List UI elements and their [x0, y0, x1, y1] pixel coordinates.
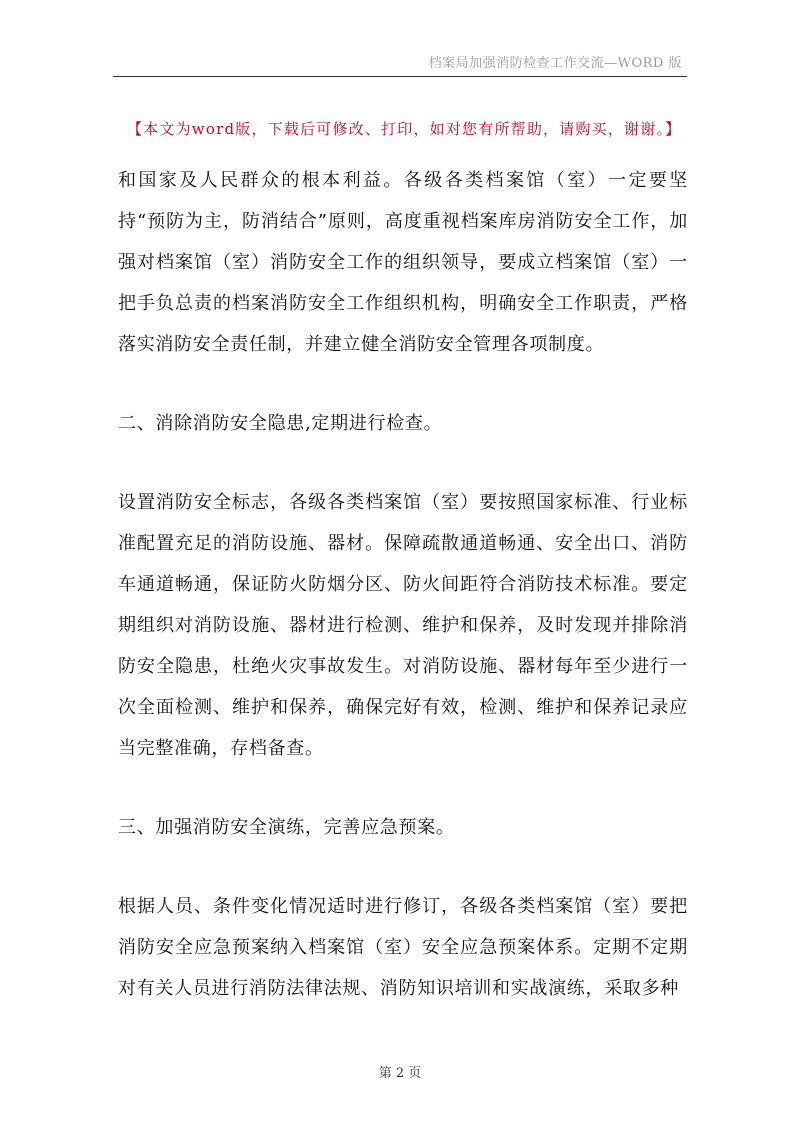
body-paragraph-3: 根据人员、条件变化情况适时进行修订，各级各类档案馆（室）要把消防安全应急预案纳入档案馆（室）安全应急预案体系。定期不定期对有关人员进行消防法律法规、消防知识培训和实战演练，采取多种	[118, 896, 688, 999]
download-notice: 【本文为word版，下载后可修改、打印，如对您有所帮助，请购买，谢谢。】	[127, 120, 682, 138]
watermark-logo	[345, 512, 575, 592]
header-divider	[113, 76, 687, 77]
section-heading-3: 三、加强消防安全演练，完善应急预案。	[118, 817, 455, 838]
body-paragraph-1: 和国家及人民群众的根本利益。各级各类档案馆（室）一定要坚持“预防为主，防消结合”原则，高度重视档案库房消防安全工作，加强对档案馆（室）消防安全工作的组织领导，要成立档案馆（室）一把手负总责的档案消防安全工作组织机构，明确安全工作职责，严格落实消防安全责任制，并建立健全消防安全管理各项制度。	[118, 170, 688, 355]
section-heading-2: 二、消除消防安全隐患,定期进行检查。	[118, 413, 443, 434]
body-paragraph-2: 设置消防安全标志，各级各类档案馆（室）要按照国家标准、行业标准配置充足的消防设施、器材。保障疏散通道畅通、安全出口、消防车通道畅通，保证防火防烟分区、防火间距符合消防技术标准。要定期组织对消防设施、器材进行检测、维护和保养，及时发现并排除消防安全隐患，杜绝火灾事故发生。对消防设施、器材每年至少进行一次全面检测、维护和保养，确保完好有效，检测、维护和保养记录应当完整准确，存档备查。	[118, 492, 688, 759]
page-number: 第 2 页	[378, 1066, 422, 1081]
running-header: 档案局加强消防检查工作交流—WORD 版	[428, 56, 682, 71]
